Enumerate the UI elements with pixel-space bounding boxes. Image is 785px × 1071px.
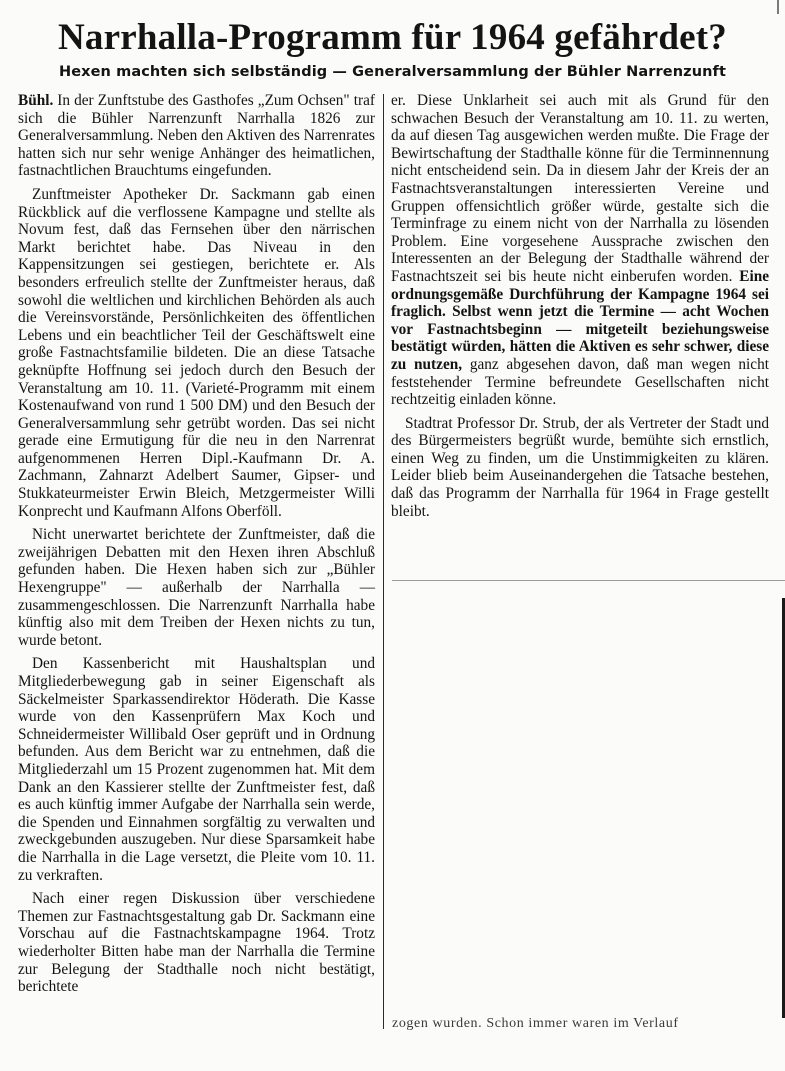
article-column-left	[18, 92, 375, 996]
paragraph-text: In der Zunftstube des Gasthofes „Zum Ochsen" traf sich die Bühler Narrenzunft Narrhalla 1826 zur Generalversammlung. Neben den Aktiven des Narrenrates hatten sich nur sehr wenige Anhänger des heimatlichen, fastnachtlichen Brauchtums eingefunden.	[18, 92, 375, 180]
column-divider	[383, 94, 384, 1029]
article-paragraph	[18, 92, 375, 180]
cut-off-text: zogen wurden. Schon immer waren im Verlauf	[392, 1016, 679, 1031]
article-paragraph: Den Kassenbericht mit Haushaltsplan und Mitgliederbewegung gab in seiner Eigenschaft als Säckelmeister Sparkassendirektor Höderath. Die Kasse wurde von den Kassenprüfern Max Koch und Schneidermeister Willibald Oser geprüft und in Ordnung befunden. Aus dem Bericht war zu entnehmen, daß die Mitgliederzahl um 15 Prozent zugenommen hat. Mit dem Dank an den Kassierer stellte der Zunftmeister fest, daß es auch künftig immer Aufgabe der Narrhalla sein werde, die Spenden und Einnahmen sorgfältig zu verwalten und zweckgebunden auszugeben. Nur diese Sparsamkeit habe die Narrhalla in die Lage versetzt, die Pleite vom 10. 11. zu verkraften.	[18, 655, 375, 884]
article-paragraph: Nach einer regen Diskussion über verschiedene Themen zur Fastnachtsgestaltung gab Dr. Sackmann eine Vorschau auf die Fastnachtskampagne 1964. Trotz wiederholter Bitten habe man der Narrhalla die Termine zur Belegung der Stadthalle noch nicht bestätigt, berichtete	[18, 890, 375, 996]
dateline: Bühl.	[18, 92, 54, 109]
paragraph-text-bold: Eine ordnungsgemäße Durchführung der Kampagne 1964 sei fraglich. Selbst wenn jetzt die Termine — acht Wochen vor Fastnachtsbeginn — mitgeteilt beziehungsweise bestätigt würden, hätten die Aktiven es sehr schwer, diese zu nutzen,	[391, 267, 770, 373]
clipping-cut-line	[392, 580, 785, 581]
article-headline: Narrhalla-Programm für 1964 gefährdet?	[57, 17, 727, 58]
article-paragraph: Nicht unerwartet berichtete der Zunftmeister, daß die zweijährigen Debatten mit den Hexen ihren Abschluß gefunden haben. Die Hexen haben sich zur „Bühler Hexengruppe" — außerhalb der Narrhalla — zusammengeschlossen. Die Narrenzunft Narrhalla habe künftig also mit dem Treiben der Hexen nichts zu tun, wurde betont.	[18, 526, 375, 649]
paragraph-text: ganz abgesehen davon, daß man wegen nicht feststehender Termine befreundete Gesellschaften nicht rechtzeitig einladen könne.	[391, 355, 769, 409]
paragraph-text: er. Diese Unklarheit sei auch mit als Grund für den schwachen Besuch der Veranstaltung am 10. 11. zu werten, da auf diesen Tag ausgewichen werden mußte. Die Frage der Bewirtschaftung der Stadthalle könne für die Terminnennung nicht entscheidend sein. Da in diesem Jahr der Kreis der an Fastnachtsveranstaltungen interessierten Vereine und Gruppen offensichtlich größer würde, gestalte sich die Terminfrage zu einem nicht von der Narrhalla zu lösenden Problem. Eine vorgesehene Aussprache zwischen den Interessenten an der Belegung der Stadthalle während der Fastnachtszeit sei bis heute nicht einberufen worden.	[391, 92, 769, 285]
article-paragraph: Stadtrat Professor Dr. Strub, der als Vertreter der Stadt und des Bürgermeisters begrüßt wurde, bemühte sich ernstlich, einen Weg zu finden, um die Unstimmigkeiten zu klären. Leider blieb beim Auseinandergehen die Tatsache bestehen, daß das Programm der Narrhalla für 1964 in Frage gestellt bleibt.	[391, 414, 769, 520]
article-paragraph	[391, 92, 769, 409]
article-column-right	[391, 92, 769, 520]
article-subheadline: Hexen machten sich selbständig — Generalversammlung der Bühler Narrenzunft	[59, 64, 726, 80]
scan-edge-mark	[777, 0, 779, 14]
article-paragraph: Zunftmeister Apotheker Dr. Sackmann gab einen Rückblick auf die verflossene Kampagne und stellte als Novum fest, daß das Fernsehen über den närrischen Markt berichtet habe. Das Niveau in den Kappensitzungen sei gestiegen, berichtete er. Als besonders erfreulich stellte der Zunftmeister heraus, daß sowohl die weltlichen und kirchlichen Behörden als auch die Vereinsvorstände, Persönlichkeiten des öffentlichen Lebens und ein beachtlicher Teil der Geschäftswelt eine große Fastnachtsfamilie bildeten. Die an diese Tatsache geknüpfte Hoffnung sei jedoch durch den Besuch der Veranstaltung am 10. 11. (Varieté-Programm mit einem Kostenaufwand von rund 1 500 DM) und den Besuch der Generalversammlung sehr getrübt worden. Das sei nicht gerade eine Ermutigung für die neu in den Narrenrat aufgenommenen Herren Dipl.-Kaufmann Dr. A. Zachmann, Zahnarzt Adelbert Saumer, Gipser- und Stukkateurmeister Erwin Bleich, Metzgermeister Willi Konprecht und Kaufmann Alfons Oberföll.	[18, 185, 375, 520]
